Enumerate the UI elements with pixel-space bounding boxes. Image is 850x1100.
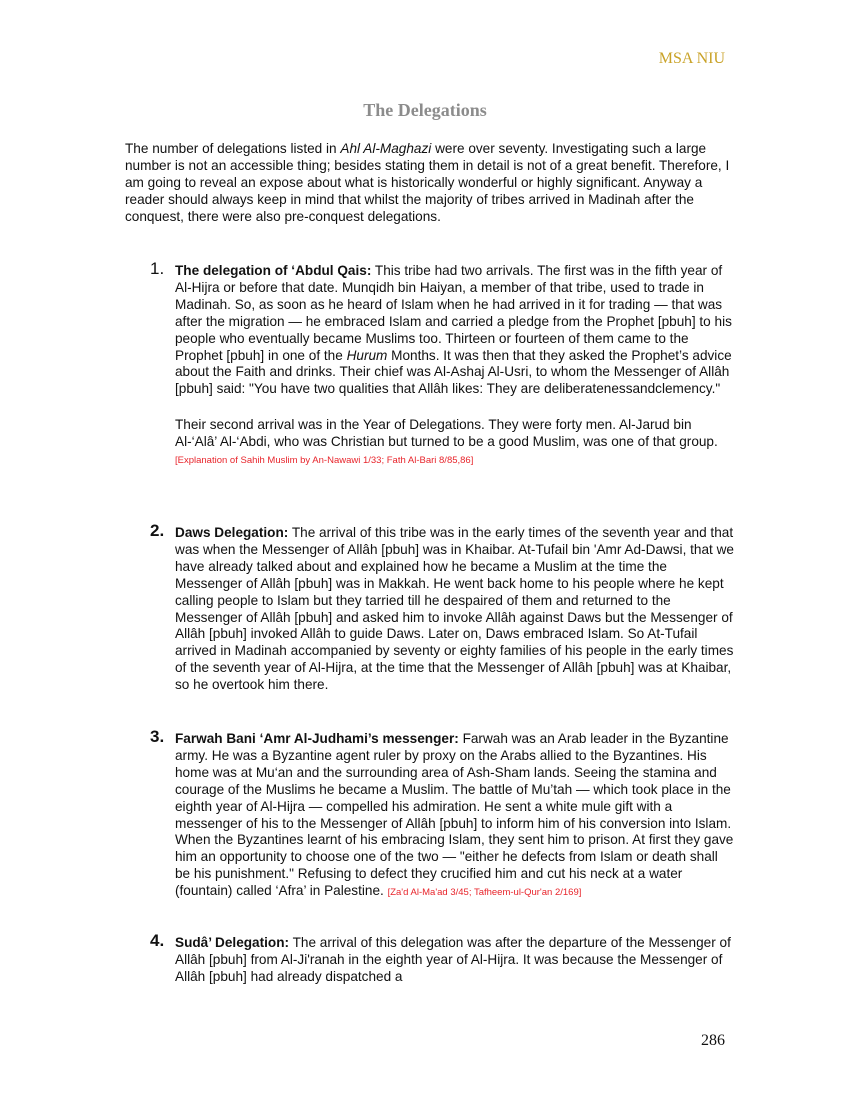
delegation-item-1 [145, 259, 735, 470]
item-text: The arrival of this tribe was in the early times of the seventh year and that was when the Messenger of Allâh [pbuh] was in Khaibar. At-Tufail bin 'Amr Ad-Dawsi, that we have already talked about and explained how he became a Muslim at the time the Messenger of Allâh [pbuh] was in Makkah. He went back home to his people where he kept calling people to Islam but they tarried till he despaired of them and returned to the Messenger of Allâh [pbuh] and asked him to invoke Allâh against Daws but the Messenger of Allâh [pbuh] invoked Allâh to guide Daws. Later on, Daws embraced Islam. So At-Tufail arrived in Madinah accompanied by seventy or eighty families of his people in the early times of the seventh year of Al-Hijra, at the time that the Messenger of Allâh [pbuh] was at Khaibar, so he overtook him there. [175, 525, 734, 693]
item-heading: Sudâ’ Delegation: [175, 935, 290, 950]
intro-italic: Ahl Al-Maghazi [340, 141, 432, 156]
delegation-item-3 [145, 727, 735, 902]
item-text: This tribe had two arrivals. The first was in the fifth year of Al-Hijra or before that date. Munqidh bin Haiyan, a member of that tribe, used to trade in Madinah. So, as soon as he heard of Islam when he had arrived in it for trading — that was after the migration — he embraced Islam and carried a pledge from the Prophet [pbuh] to his people who eventually became Muslims too. Thirteen or fourteen of them came to the Prophet [pbuh] in one of the [175, 263, 732, 363]
page-number: 286 [701, 1032, 725, 1049]
item-heading: Daws Delegation: [175, 525, 289, 540]
reference-citation: [Explanation of Sahih Muslim by An-Nawawi 1/33; Fath Al-Bari 8/85,86] [175, 455, 474, 467]
delegation-item-4 [145, 931, 735, 986]
item-text-cont: Months. It was then that they asked the Prophet’s advice about the Faith and drinks. Their chief was Al-Ashaj Al-Usri, to whom the Messenger of Allâh [pbuh] said: "You have two qualities that Allâh likes: They are deliberatenessandclemency." [175, 347, 732, 397]
intro-paragraph [125, 141, 730, 226]
item-second-paragraph: Their second arrival was in the Year of Delegations. They were forty men. Al-Jarud bin Al-‘Alâ’ Al-‘Abdi, who was Christian but turned to be a good Muslim, was one of that group. [175, 417, 718, 450]
item-text: The arrival of this delegation was after the departure of the Messenger of Allâh [pbuh] from Al-Ji'ranah in the eighth year of Al-Hijra. It was because the Messenger of Allâh [pbuh] had already dispatched a [175, 935, 731, 984]
item-text: Farwah was an Arab leader in the Byzantine army. He was a Byzantine agent ruler by proxy on the Arabs allied to the Byzantines. His home was at Mu‘an and the surrounding area of Ash-Sham lands. Seeing the stamina and courage of the Muslims he became a Muslim. The battle of Mu’tah — which took place in the eighth year of Al-Hijra — compelled his admiration. He sent a white mule gift with a messenger of his to the Messenger of Allâh [pbuh] to inform him of his conversion into Islam. When the Byzantines learnt of his embracing Islam, they sent him to prison. At first they gave him an opportunity to choose one of the two — "either he defects from Islam or death shall be his punishment." Refusing to defect they crucified him and cut his neck at a water (fountain) called ‘Afra’ in Palestine. [175, 731, 734, 899]
intro-text: The number of delegations listed in [125, 141, 341, 156]
item-number: 3. [150, 727, 165, 746]
header-mark: MSA NIU [658, 50, 725, 67]
item-number: 2. [150, 521, 165, 540]
item-heading: Farwah Bani ‘Amr Al-Judhami’s messenger: [175, 731, 459, 746]
reference-citation: [Za'd Al-Ma'ad 3/45; Tafheem-ul-Qur'an 2/169] [387, 887, 582, 899]
item-number: 4. [150, 931, 165, 950]
intro-text-cont: were over seventy. Investigating such a large number is not an accessible thing; besides stating them in detail is not of a great benefit. Therefore, I am going to reveal an expose about what is historically wonderful or highly significant. Anyway a reader should always keep in mind that whilst the majority of tribes arrived in Madinah after the conquest, there were also pre-conquest delegations. [125, 141, 730, 224]
item-heading: The delegation of ‘Abdul Qais: [175, 263, 372, 278]
delegation-item-2 [145, 521, 735, 694]
page-title: The Delegations [363, 100, 487, 120]
item-italic: Hurum [346, 347, 388, 363]
item-number: 1. [150, 259, 165, 278]
